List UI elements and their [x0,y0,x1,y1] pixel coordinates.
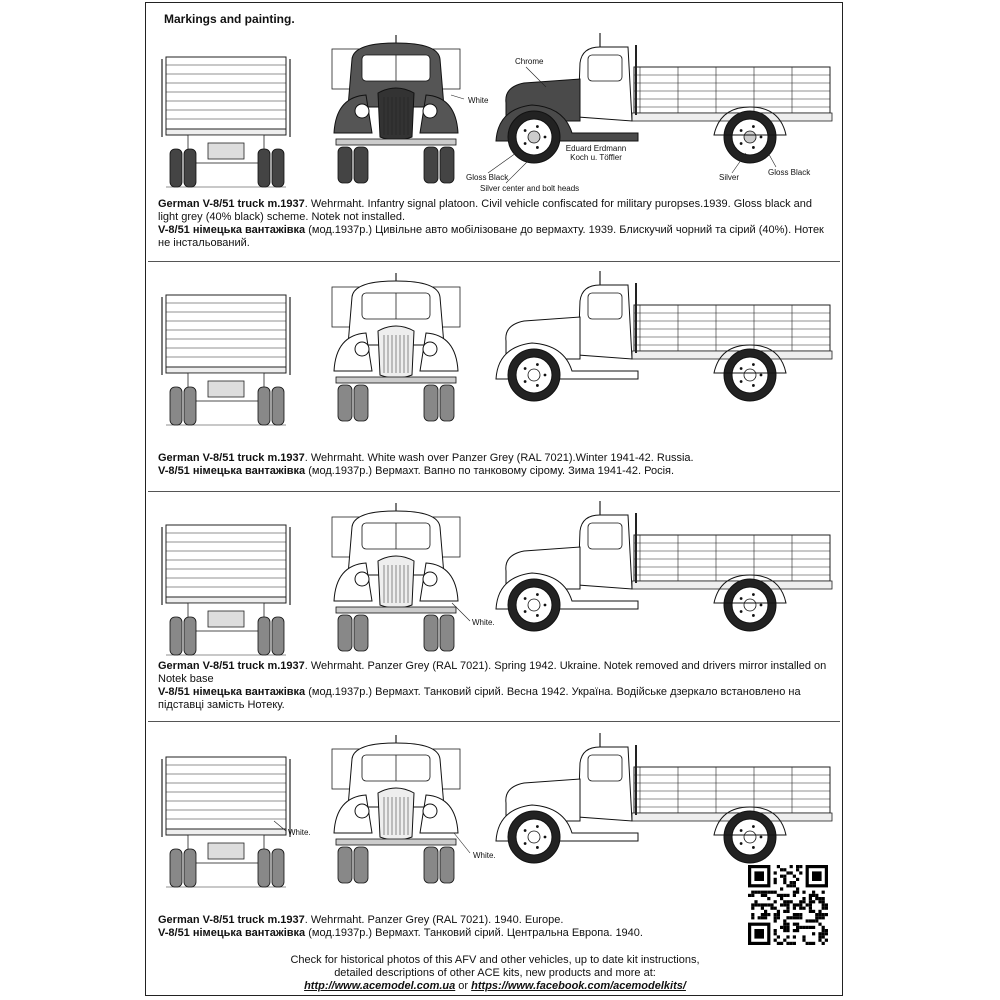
footer-line-1: Check for historical photos of this AFV and other vehicles, up to date kit instructions, [290,954,700,966]
caption-en-text: . Wehrmaht. Panzer Grey (RAL 7021). Spring 1942. Ukraine. Notek removed and drivers mirror installed on Notek base [158,660,827,685]
facebook-link[interactable]: https://www.facebook.com/acemodelkits/ [471,980,686,992]
caption-ua-text: (мод.1937р.) Цивільне авто мобілізоване до вермахту. 1939. Блискучий чорний та сірий (40%). Нотек не інстальований. [158,224,824,249]
divider [148,721,840,722]
callout-white-rear: White. [288,828,311,837]
footer-or: or [455,980,472,992]
scheme-caption-4 [158,914,830,940]
divider [148,261,840,262]
caption-en-title: German V-8/51 truck m.1937 [158,914,305,926]
rear-view [162,295,290,425]
door-marking-sub: Koch u. Töffler [570,153,622,162]
caption-en-text: . Wehrmaht. Panzer Grey (RAL 7021). 1940. Europe. [304,914,564,926]
front-view [332,735,460,883]
callout-silver: Silver [719,173,740,182]
caption-en-title: German V-8/51 truck m.1937 [158,452,305,464]
caption-ua-title: V-8/51 німецька вантажівка [158,686,306,698]
caption-ua-title: V-8/51 німецька вантажівка [158,927,306,939]
side-view [496,733,832,863]
caption-ua-text: (мод.1937р.) Вермахт. Танковий сірий. Весна 1942. Україна. Водійське дзеркало встановлено на підставці замість Нотеку. [158,686,801,711]
caption-ua-title: V-8/51 німецька вантажівка [158,465,306,477]
front-view [332,503,460,651]
caption-en-title: German V-8/51 truck m.1937 [158,660,305,672]
caption-en-text: . Wehrmaht. Infantry signal platoon. Civil vehicle confiscated for military puropses.1939. Gloss black and light grey (40% black) scheme. Notek not installed. [158,198,813,223]
side-view [496,33,832,163]
website-link[interactable]: http://www.acemodel.com.ua [304,980,456,992]
page-title: Markings and painting. [164,12,295,26]
truck-drawings [146,3,844,997]
callout-silver-center: Silver center and bolt heads [480,184,580,193]
caption-ua-text: (мод.1937р.) Вермахт. Вапно по танковому сірому. Зима 1941-42. Росія. [305,465,675,477]
footer-line-2: detailed descriptions of other ACE kits, new products and more at: [334,967,656,979]
scheme-caption-1 [158,198,830,250]
side-view [496,501,832,631]
rear-view [162,57,290,187]
callout-gloss-black: Gloss Black [466,173,509,182]
caption-ua-title: V-8/51 німецька вантажівка [158,224,306,236]
front-view [332,273,460,421]
rear-view [162,525,290,655]
callout-gloss-black-right: Gloss Black [768,168,811,177]
callout-chrome: Chrome [515,57,544,66]
door-marking-name: Eduard Erdmann [565,144,627,153]
caption-en-text: . Wehrmaht. White wash over Panzer Grey (RAL 7021).Winter 1941-42. Russia. [304,452,694,464]
front-view [332,35,460,183]
qr-code [748,865,828,945]
callout-white: White [468,96,489,105]
scheme-caption-3 [158,660,830,712]
scheme-caption-2 [158,452,830,478]
divider [148,491,840,492]
caption-en-title: German V-8/51 truck m.1937 [158,198,305,210]
callout-white: White. [472,618,495,627]
instruction-sheet [145,2,843,996]
footer [146,954,844,993]
side-view [496,271,832,401]
callout-white-front: White. [473,851,496,860]
caption-ua-text: (мод.1937р.) Вермахт. Танковий сірий. Центральна Европа. 1940. [305,927,643,939]
callouts-scheme-3 [452,603,495,627]
rear-view [162,757,290,887]
